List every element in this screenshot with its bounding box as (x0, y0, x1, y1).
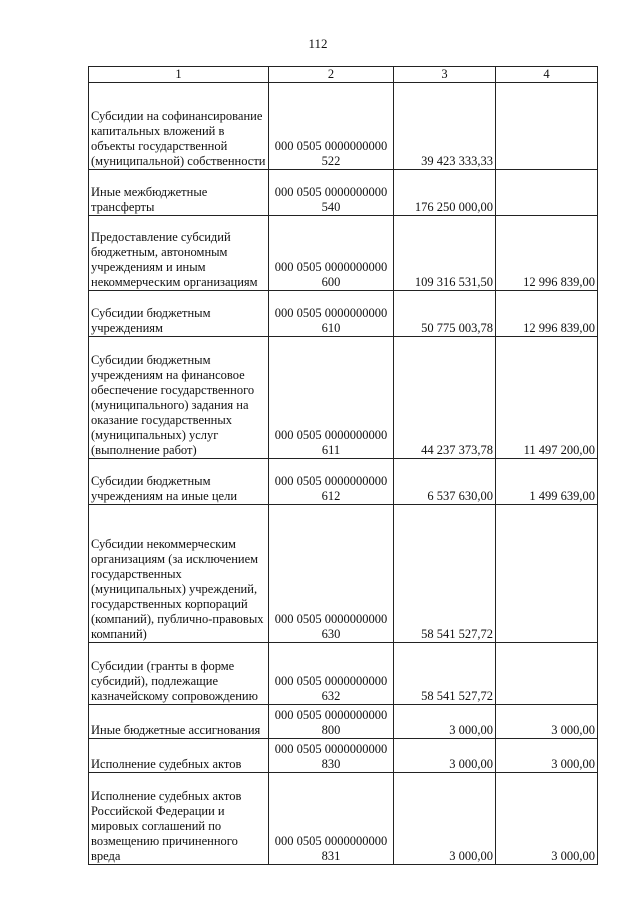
code-classifier: 000 0505 0000000000 (274, 428, 388, 442)
row-name: Субсидии (гранты в форме субсидий), подлежащие казначейскому сопровождению (89, 643, 269, 705)
row-name: Субсидии бюджетным учреждениям на иные цели (89, 459, 269, 505)
row-amount-col4 (496, 643, 598, 705)
code-expense-type: 831 (321, 849, 341, 863)
row-amount-col3: 109 316 531,50 (394, 216, 496, 291)
row-amount-col3: 58 541 527,72 (394, 643, 496, 705)
row-code (269, 505, 394, 643)
row-amount-col3: 39 423 333,33 (394, 83, 496, 170)
row-code (269, 291, 394, 337)
row-amount-col3: 6 537 630,00 (394, 459, 496, 505)
column-header: 2 (269, 67, 394, 83)
row-code (269, 643, 394, 705)
table-row (89, 705, 598, 739)
code-expense-type: 800 (321, 723, 341, 737)
code-expense-type: 610 (321, 321, 341, 335)
code-classifier: 000 0505 0000000000 (274, 742, 388, 756)
column-header: 3 (394, 67, 496, 83)
code-expense-type: 522 (321, 154, 341, 168)
table-row (89, 505, 598, 643)
row-code (269, 170, 394, 216)
code-expense-type: 632 (321, 689, 341, 703)
row-code (269, 83, 394, 170)
row-name: Предоставление субсидий бюджетным, автономным учреждениям и иным некоммерческим организациям (89, 216, 269, 291)
code-classifier: 000 0505 0000000000 (274, 708, 388, 722)
table-row (89, 291, 598, 337)
row-amount-col3: 3 000,00 (394, 739, 496, 773)
code-classifier: 000 0505 0000000000 (274, 674, 388, 688)
row-amount-col3: 176 250 000,00 (394, 170, 496, 216)
row-amount-col4 (496, 170, 598, 216)
row-code (269, 705, 394, 739)
table-row (89, 216, 598, 291)
table-row (89, 643, 598, 705)
row-code (269, 459, 394, 505)
row-amount-col4: 3 000,00 (496, 773, 598, 865)
row-code (269, 337, 394, 459)
row-name: Исполнение судебных актов (89, 739, 269, 773)
column-header: 1 (89, 67, 269, 83)
row-amount-col4: 12 996 839,00 (496, 216, 598, 291)
row-name: Субсидии на софинансирование капитальных вложений в объекты государственной (муниципальной) собственности (89, 83, 269, 170)
table-row (89, 337, 598, 459)
row-code (269, 739, 394, 773)
row-name: Иные бюджетные ассигнования (89, 705, 269, 739)
code-expense-type: 830 (321, 757, 341, 771)
table-row (89, 773, 598, 865)
code-expense-type: 612 (321, 489, 341, 503)
row-amount-col4 (496, 83, 598, 170)
code-classifier: 000 0505 0000000000 (274, 306, 388, 320)
code-expense-type: 540 (321, 200, 341, 214)
row-code (269, 216, 394, 291)
row-amount-col4 (496, 505, 598, 643)
code-classifier: 000 0505 0000000000 (274, 612, 388, 626)
row-amount-col4: 3 000,00 (496, 739, 598, 773)
page-number: 112 (308, 36, 328, 51)
row-amount-col3: 44 237 373,78 (394, 337, 496, 459)
row-amount-col3: 3 000,00 (394, 705, 496, 739)
row-name: Субсидии некоммерческим организациям (за исключением государственных (муниципальных) учреждений, государственных корпораций (компаний), публично-правовых компаний) (89, 505, 269, 643)
row-amount-col4: 1 499 639,00 (496, 459, 598, 505)
code-classifier: 000 0505 0000000000 (274, 474, 388, 488)
code-classifier: 000 0505 0000000000 (274, 834, 388, 848)
code-classifier: 000 0505 0000000000 (274, 185, 388, 199)
table-row (89, 170, 598, 216)
row-name: Субсидии бюджетным учреждениям на финансовое обеспечение государственного (муниципального) задания на оказание государственных (муниципальных) услуг (выполнение работ) (89, 337, 269, 459)
row-amount-col3: 58 541 527,72 (394, 505, 496, 643)
code-expense-type: 611 (321, 443, 341, 457)
row-amount-col4: 3 000,00 (496, 705, 598, 739)
table-row (89, 83, 598, 170)
budget-table (88, 66, 598, 865)
row-name: Исполнение судебных актов Российской Федерации и мировых соглашений по возмещению причиненного вреда (89, 773, 269, 865)
row-name: Субсидии бюджетным учреждениям (89, 291, 269, 337)
code-classifier: 000 0505 0000000000 (274, 260, 388, 274)
row-amount-col3: 50 775 003,78 (394, 291, 496, 337)
row-name: Иные межбюджетные трансферты (89, 170, 269, 216)
code-expense-type: 630 (321, 627, 341, 641)
row-code (269, 773, 394, 865)
row-amount-col4: 12 996 839,00 (496, 291, 598, 337)
row-amount-col3: 3 000,00 (394, 773, 496, 865)
column-header: 4 (496, 67, 598, 83)
code-expense-type: 600 (321, 275, 341, 289)
table-row (89, 459, 598, 505)
row-amount-col4: 11 497 200,00 (496, 337, 598, 459)
code-classifier: 000 0505 0000000000 (274, 139, 388, 153)
table-row (89, 739, 598, 773)
table-header-row (89, 67, 598, 83)
